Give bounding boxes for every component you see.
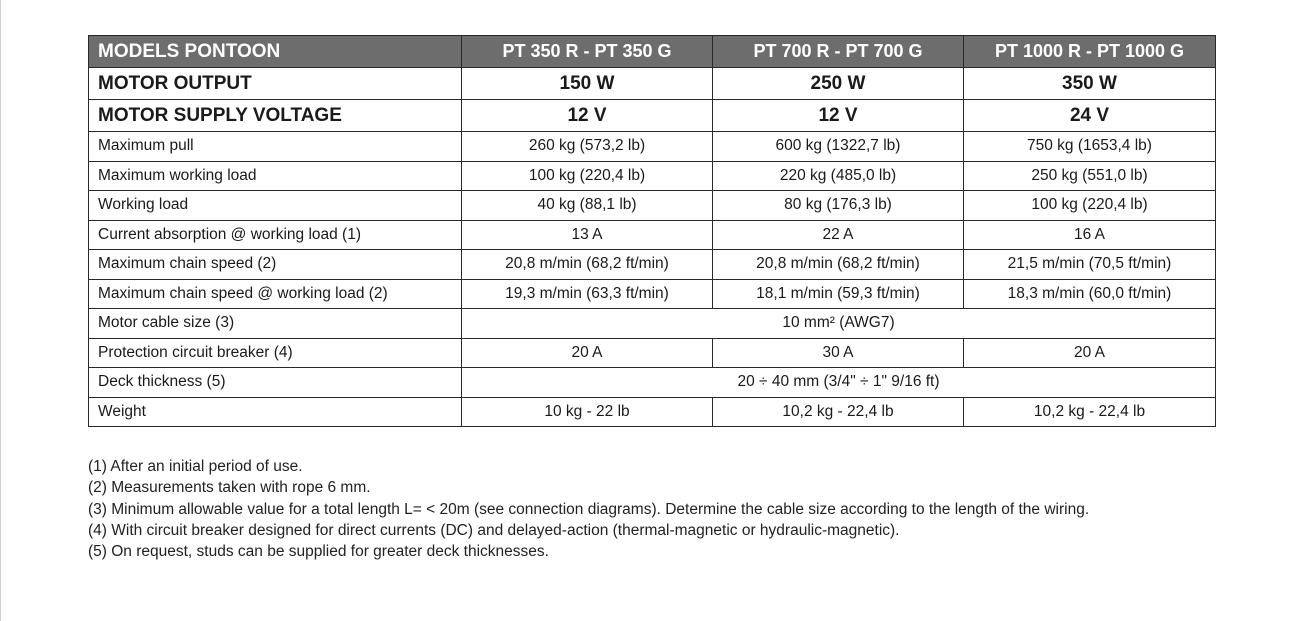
- row-label: MOTOR SUPPLY VOLTAGE: [89, 100, 462, 132]
- table-cell: 18,1 m/min (59,3 ft/min): [713, 279, 964, 309]
- table-cell: 22 A: [713, 220, 964, 250]
- table-cell: 20,8 m/min (68,2 ft/min): [713, 250, 964, 280]
- header-cell-pt700: PT 700 R - PT 700 G: [713, 36, 964, 68]
- table-cell: 260 kg (573,2 lb): [462, 132, 713, 162]
- footnote-5: (5) On request, studs can be supplied for greater deck thicknesses.: [88, 543, 549, 561]
- table-cell: 21,5 m/min (70,5 ft/min): [964, 250, 1216, 280]
- table-cell: 750 kg (1653,4 lb): [964, 132, 1216, 162]
- table-cell: 12 V: [713, 100, 964, 132]
- table-cell: 10 kg - 22 lb: [462, 397, 713, 427]
- row-label: Current absorption @ working load (1): [89, 220, 462, 250]
- row-label: Working load: [89, 191, 462, 221]
- page-edge-rule: [0, 0, 1, 621]
- header-cell-pt350: PT 350 R - PT 350 G: [462, 36, 713, 68]
- table-cell: 100 kg (220,4 lb): [462, 161, 713, 191]
- table-cell: 10,2 kg - 22,4 lb: [964, 397, 1216, 427]
- row-label: Deck thickness (5): [89, 368, 462, 398]
- table-row-motor-output: [89, 68, 1216, 100]
- table-header-row: [89, 36, 1216, 68]
- merged-cell: 10 mm² (AWG7): [462, 309, 1216, 339]
- row-label: Maximum working load: [89, 161, 462, 191]
- table-row-chain-speed-working-load: [89, 279, 1216, 309]
- table-cell: 80 kg (176,3 lb): [713, 191, 964, 221]
- table-row-current-absorption: [89, 220, 1216, 250]
- table-cell: 18,3 m/min (60,0 ft/min): [964, 279, 1216, 309]
- header-cell-models: MODELS PONTOON: [89, 36, 462, 68]
- row-label: MOTOR OUTPUT: [89, 68, 462, 100]
- merged-cell: 20 ÷ 40 mm (3/4" ÷ 1" 9/16 ft): [462, 368, 1216, 398]
- table-row-maximum-pull: [89, 132, 1216, 162]
- table-row-maximum-chain-speed: [89, 250, 1216, 280]
- table-cell: 220 kg (485,0 lb): [713, 161, 964, 191]
- table-cell: 250 kg (551,0 lb): [964, 161, 1216, 191]
- table-row-protection-circuit-breaker: [89, 338, 1216, 368]
- table-row-weight: [89, 397, 1216, 427]
- row-label: Maximum pull: [89, 132, 462, 162]
- table-row-motor-supply-voltage: [89, 100, 1216, 132]
- specifications-table: [88, 35, 1216, 427]
- table-cell: 150 W: [462, 68, 713, 100]
- table-cell: 40 kg (88,1 lb): [462, 191, 713, 221]
- table-row-maximum-working-load: [89, 161, 1216, 191]
- table-cell: 24 V: [964, 100, 1216, 132]
- table-row-motor-cable-size: [89, 309, 1216, 339]
- table-cell: 20,8 m/min (68,2 ft/min): [462, 250, 713, 280]
- footnote-2: (2) Measurements taken with rope 6 mm.: [88, 479, 371, 497]
- table-row-working-load: [89, 191, 1216, 221]
- footnotes: [88, 456, 1089, 562]
- table-cell: 100 kg (220,4 lb): [964, 191, 1216, 221]
- row-label: Protection circuit breaker (4): [89, 338, 462, 368]
- row-label: Maximum chain speed @ working load (2): [89, 279, 462, 309]
- row-label: Maximum chain speed (2): [89, 250, 462, 280]
- table-cell: 20 A: [964, 338, 1216, 368]
- footnote-3: (3) Minimum allowable value for a total length L= < 20m (see connection diagrams). Determine the cable size according to the length of the wiring.: [88, 500, 1090, 518]
- table-row-deck-thickness: [89, 368, 1216, 398]
- footnote-4: (4) With circuit breaker designed for direct currents (DC) and delayed-action (thermal-magnetic or hydraulic-magnetic).: [88, 521, 900, 539]
- table-cell: 350 W: [964, 68, 1216, 100]
- row-label: Weight: [89, 397, 462, 427]
- table-cell: 16 A: [964, 220, 1216, 250]
- table-cell: 600 kg (1322,7 lb): [713, 132, 964, 162]
- table-cell: 30 A: [713, 338, 964, 368]
- table-cell: 10,2 kg - 22,4 lb: [713, 397, 964, 427]
- table-cell: 12 V: [462, 100, 713, 132]
- header-cell-pt1000: PT 1000 R - PT 1000 G: [964, 36, 1216, 68]
- table-cell: 19,3 m/min (63,3 ft/min): [462, 279, 713, 309]
- table-cell: 250 W: [713, 68, 964, 100]
- table-cell: 13 A: [462, 220, 713, 250]
- row-label: Motor cable size (3): [89, 309, 462, 339]
- table-cell: 20 A: [462, 338, 713, 368]
- footnote-1: (1) After an initial period of use.: [88, 458, 303, 475]
